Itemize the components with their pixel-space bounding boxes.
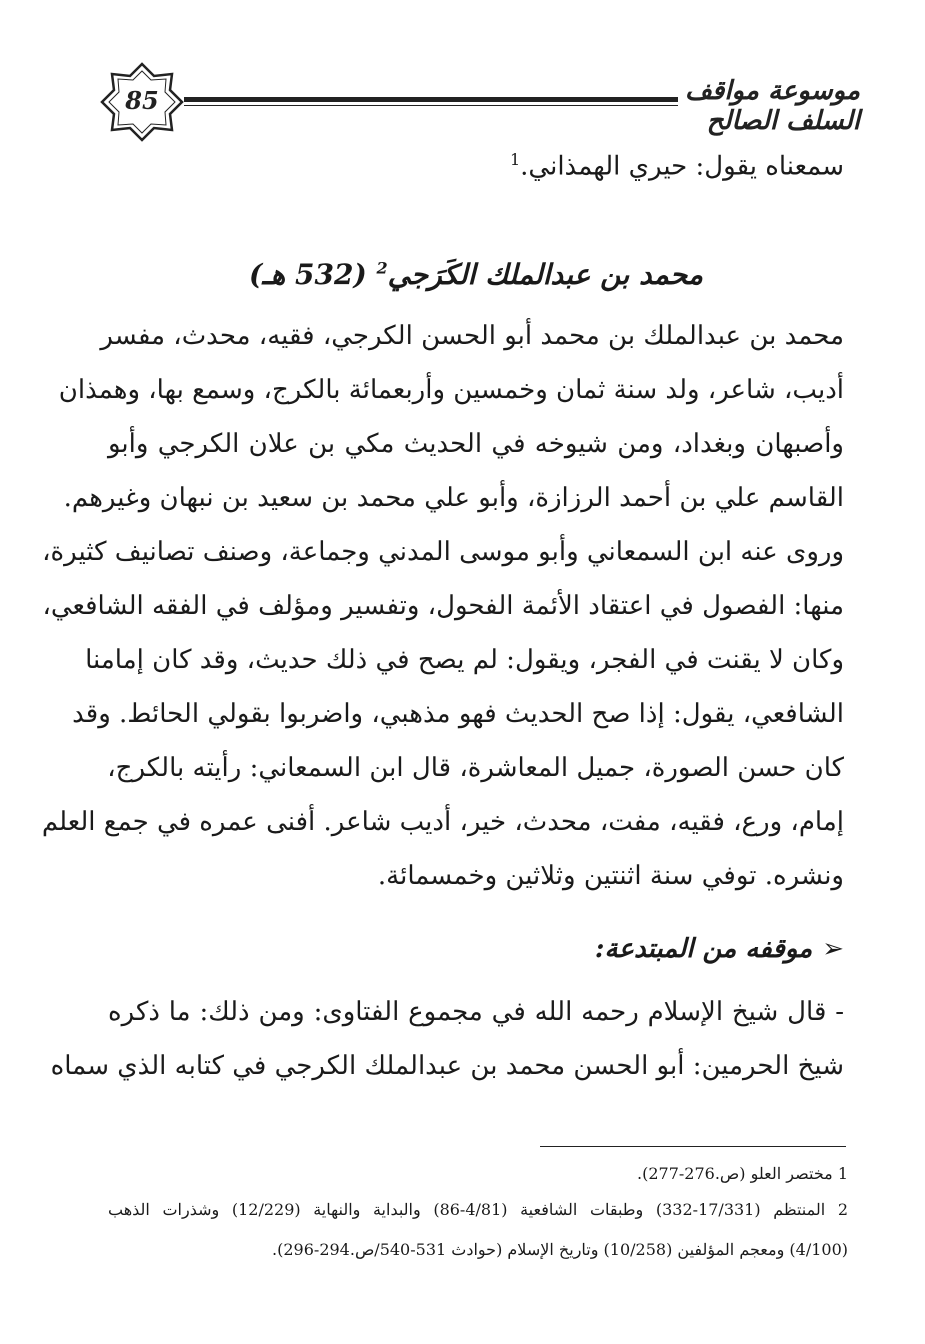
body-line: وأصبهان وبغداد، ومن شيوخه في الحديث مكي بن علان الكرجي وأبو — [108, 429, 844, 459]
body-line: محمد بن عبدالملك بن محمد أبو الحسن الكرجي، فقيه، محدث، مفسر — [100, 321, 844, 351]
footnote-ref: 1 — [509, 150, 521, 169]
body-line: وروى عنه ابن السمعاني وأبو موسى المدني وجماعة، وصنف تصانيف كثيرة، — [42, 537, 844, 567]
footnote: 2 المنتظم (17/331-332) وطبقات الشافعية (4/81-86) والبداية والنهاية (12/229) وشذرات الذهب — [108, 1200, 848, 1219]
body-line: الشافعي، يقول: إذا صح الحديث فهو مذهبي، واضربوا بقولي الحائط. وقد — [72, 699, 844, 729]
body-line: ونشره. توفي سنة اثنتين وثلاثين وخمسمائة. — [377, 861, 844, 891]
entry-title-date: (532 هـ) — [249, 258, 367, 291]
page-header — [100, 62, 860, 142]
entry-title — [108, 258, 844, 291]
subheading-text: موقفه من المبتدعة: — [594, 934, 813, 964]
body-line: وكان لا يقنت في الفجر، ويقول: لم يصح في ذلك حديث، وقد كان إمامنا — [85, 645, 844, 675]
footnote: 1 مختصر العلو (ص.276-277). — [637, 1164, 848, 1183]
footnote-rule — [540, 1146, 846, 1147]
top-line — [108, 140, 844, 187]
top-line-text: سمعناه يقول: حيري الهمذاني. — [520, 151, 844, 182]
body-line: إمام، ورع، فقيه، مفت، محدث، خير، أديب شاعر. أفنى عمره في جمع العلم — [41, 807, 844, 837]
quote-line: شيخ الحرمين: أبو الحسن محمد بن عبدالملك الكرجي في كتابه الذي سماه — [50, 1051, 844, 1081]
body-line: منها: الفصول في اعتقاد الأئمة الفحول، وتفسير ومؤلف في الفقه الشافعي، — [42, 591, 844, 621]
arrow-icon: ➢ — [822, 934, 844, 964]
entry-title-footnote-ref: 2 — [376, 258, 388, 278]
quote-line: - قال شيخ الإسلام رحمه الله في مجموع الفتاوى: ومن ذلك: ما ذكره — [108, 997, 844, 1027]
page-number-badge — [100, 62, 184, 142]
header-rule — [184, 94, 678, 108]
body-line: القاسم علي بن أحمد الرزازة، وأبو علي محمد بن سعيد بن نبهان وغيرهم. — [63, 483, 844, 513]
series-title: موسوعة مواقف السلف الصالح — [684, 76, 860, 136]
subheading — [595, 934, 844, 964]
body-line: أديب، شاعر، ولد سنة ثمان وخمسين وأربعمائة بالكرج، وسمع بها، وهمذان — [58, 375, 844, 405]
footnote: (4/100) ومعجم المؤلفين (10/258) وتاريخ الإسلام (حوادث 531-540/ص.294-296). — [272, 1240, 848, 1259]
page-number: 85 — [125, 86, 159, 115]
entry-title-name: محمد بن عبدالملك الكَرَجي — [387, 258, 703, 291]
body-line: كان حسن الصورة، جميل المعاشرة، قال ابن السمعاني: رأيته بالكرج، — [107, 753, 844, 783]
